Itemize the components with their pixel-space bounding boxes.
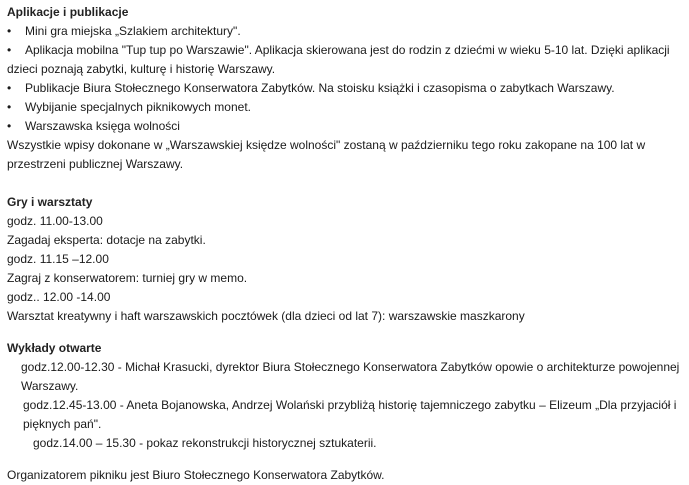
list-item-text: Mini gra miejska „Szlakiem architektury". xyxy=(25,24,241,38)
spacer xyxy=(7,326,688,339)
list-item-text: Warszawska księga wolności xyxy=(25,119,180,133)
list-item xyxy=(7,41,688,79)
lecture-item: godz.14.00 – 15.30 - pokaz rekonstrukcji historycznej sztukaterii. xyxy=(33,436,377,450)
games-time-3: godz.. 12.00 -14.00 xyxy=(7,290,111,304)
bullet-icon: • xyxy=(7,43,12,57)
bullet-icon: • xyxy=(7,119,12,133)
list-item xyxy=(7,79,688,98)
apps-list xyxy=(7,22,688,136)
apps-section xyxy=(7,3,688,174)
list-item xyxy=(7,98,688,117)
bullet-icon: • xyxy=(7,100,12,114)
bullet-icon: • xyxy=(7,81,12,95)
games-time-1: godz. 11.00-13.00 xyxy=(7,214,103,228)
apps-heading: Aplikacje i publikacje xyxy=(7,5,129,19)
bullet-icon: • xyxy=(7,24,12,38)
games-section xyxy=(7,193,688,326)
list-item xyxy=(7,117,688,136)
list-item xyxy=(7,22,688,41)
list-item-text: Wybijanie specjalnych piknikowych monet. xyxy=(25,100,251,114)
apps-note: Wszystkie wpisy dokonane w „Warszawskiej księdze wolności" zostaną w październiku tego roku zakopane na 100 lat w przestrzeni publicznej Warszawy. xyxy=(7,138,646,171)
games-activity-3: Warsztat kreatywny i haft warszawskich pocztówek (dla dzieci od lat 7): warszawskie maszkarony xyxy=(7,309,525,323)
list-item-text: Aplikacja mobilna "Tup tup po Warszawie". Aplikacja skierowana jest do rodzin z dziećmi w wieku 5-10 lat. Dzięki aplikacji dzieci poznają zabytki, kulturę i historię Warszawy. xyxy=(7,43,670,76)
games-heading: Gry i warsztaty xyxy=(7,195,93,209)
lecture-item: godz.12.45-13.00 - Aneta Bojanowska, Andrzej Wolański przybliżą historię tajemniczego zabytku – Elizeum „Dla przyjaciół i pięknych pań". xyxy=(23,398,677,431)
list-item-text: Publikacje Biura Stołecznego Konserwatora Zabytków. Na stoisku książki i czasopisma o zabytkach Warszawy. xyxy=(25,81,615,95)
lectures-section xyxy=(7,339,688,453)
games-activity-2: Zagraj z konserwatorem: turniej gry w memo. xyxy=(7,271,248,285)
spacer xyxy=(7,174,688,193)
games-time-2: godz. 11.15 –12.00 xyxy=(7,252,109,266)
organizer-note: Organizatorem pikniku jest Biuro Stołecznego Konserwatora Zabytków. xyxy=(7,468,385,482)
lecture-item: godz.12.00-12.30 - Michał Krasucki, dyrektor Biura Stołecznego Konserwatora Zabytków opowie o architekturze powojennej Warszawy. xyxy=(21,360,680,393)
lectures-heading: Wykłady otwarte xyxy=(7,341,102,355)
games-activity-1: Zagadaj eksperta: dotacje na zabytki. xyxy=(7,233,206,247)
